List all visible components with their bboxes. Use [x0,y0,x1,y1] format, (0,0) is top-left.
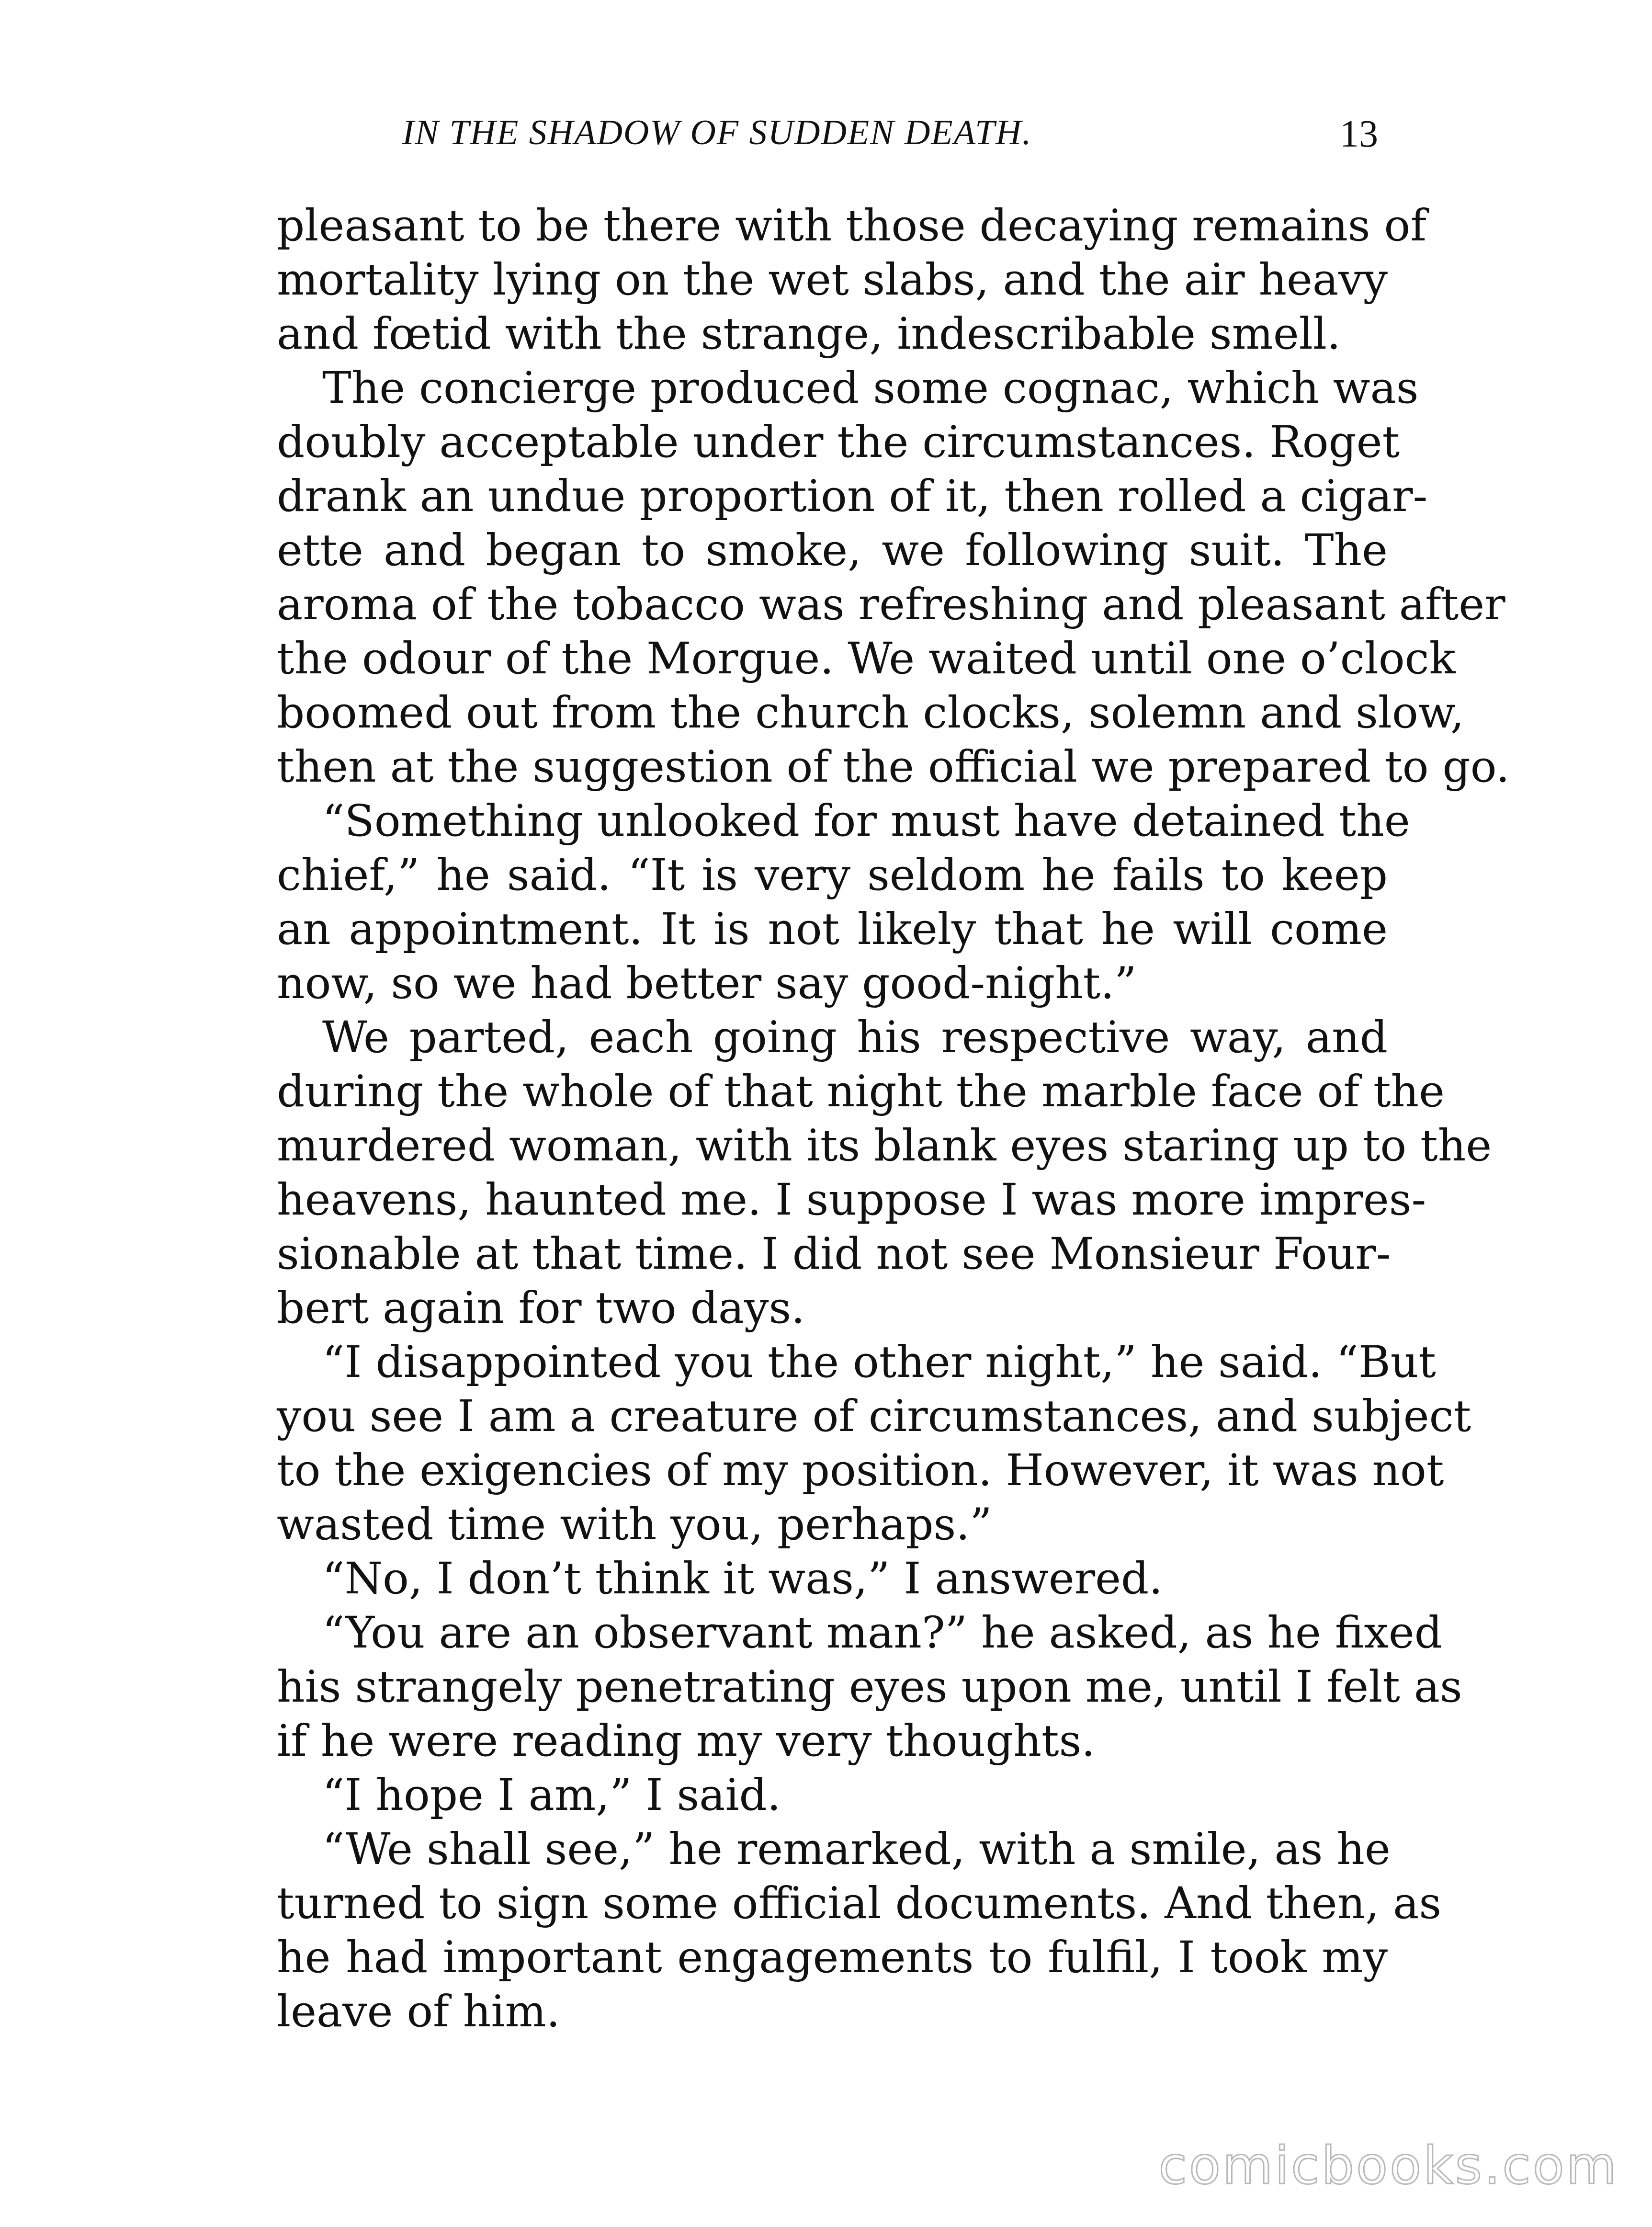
text-line: drank an undue proportion of it, then rolled a cigar- [277,471,1428,522]
page-number: 13 [1340,113,1378,155]
text-line: an appointment. It is not likely that he will come [277,904,1388,954]
text-line: “I hope I am,” I said. [322,1770,781,1820]
text-line: leave of him. [277,1987,560,2037]
text-line: during the whole of that night the marble face of the [277,1067,1445,1117]
text-line: doubly acceptable under the circumstances. Roget [277,417,1400,467]
text-line: the odour of the Morgue. We waited until one o’clock [277,634,1456,684]
text-line: sionable at that time. I did not see Monsieur Four- [277,1229,1391,1279]
text-line: murdered woman, with its blank eyes staring up to the [277,1121,1492,1171]
text-line: “No, I don’t think it was,” I answered. [322,1554,1163,1604]
text-line: if he were reading my very thoughts. [277,1716,1096,1766]
body-text [277,199,1510,2039]
text-line: “I disappointed you the other night,” he said. “But [322,1337,1436,1387]
text-line: pleasant to be there with those decaying remains of [277,201,1427,251]
text-line: and fœtid with the strange, indescribable smell. [277,309,1341,359]
text-line: “Something unlooked for must have detained the [322,796,1410,846]
text-line: then at the suggestion of the official we prepared to go. [277,742,1510,792]
text-line: The concierge produced some cognac, which was [322,363,1419,413]
watermark: comicbooks.com [1158,2136,1618,2196]
text-line: heavens, haunted me. I suppose I was more impres- [277,1175,1426,1225]
running-title: IN THE SHADOW OF SUDDEN DEATH. [402,113,1032,152]
text-line: now, so we had better say good-night.” [277,958,1137,1009]
text-line: turned to sign some official documents. And then, as [277,1878,1442,1929]
text-line: you see I am a creature of circumstances, and subject [277,1391,1471,1442]
text-line: wasted time with you, perhaps.” [277,1500,992,1550]
text-line: mortality lying on the wet slabs, and the air heavy [277,255,1388,305]
text-line: We parted, each going his respective way, and [322,1012,1388,1063]
text-line: bert again for two days. [277,1283,805,1333]
text-line: ette and began to smoke, we following suit. The [277,525,1388,576]
text-line: he had important engagements to fulfil, I took my [277,1932,1388,1983]
text-line: chief,” he said. “It is very seldom he fails to keep [277,850,1388,900]
text-line: “You are an observant man?” he asked, as he fixed [322,1608,1442,1658]
text-line: “We shall see,” he remarked, with a smile, as he [322,1824,1391,1875]
text-line: his strangely penetrating eyes upon me, until I felt as [277,1662,1462,1712]
text-line: aroma of the tobacco was refreshing and pleasant after [277,579,1505,630]
text-line: boomed out from the church clocks, solemn and slow, [277,688,1464,738]
text-line: to the exigencies of my position. However, it was not [277,1445,1444,1496]
